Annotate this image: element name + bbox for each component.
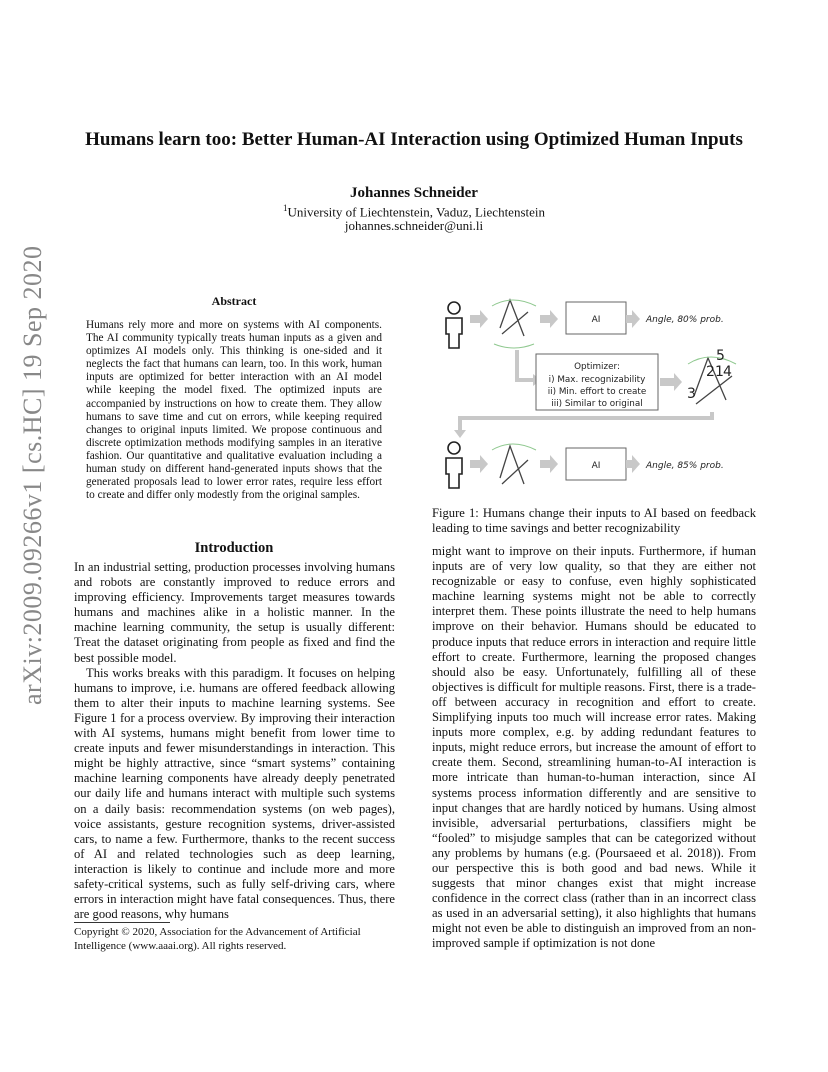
affiliation-superscript: 1 [282,203,288,213]
introduction-right-column [432,544,756,952]
arrow-icon [540,310,558,328]
arrow-icon [470,455,488,473]
ai-label-top: AI [591,315,601,325]
sketch-icon-top [492,300,536,348]
step-number: 5 [716,348,725,364]
author-email: johannes.schneider@uni.li [344,218,484,233]
introduction-left-column [74,560,395,922]
footnote-rule [74,922,170,923]
arrow-icon [540,455,558,473]
abstract-text: Humans rely more and more on systems with AI components. The AI community typically treats human inputs as a given and optimizes AI models only. This thinking is one-sided and it neglects the fact that humans can learn, too. In this work, human inputs are optimized for better interaction with an AI model while keeping the model fixed. The optimized inputs are accompanied by instructions on how to create them. They allow humans to save time and cut on errors, while keeping required changes to original inputs limited. We propose continuous and discrete optimization methods modifying samples in an iterative fashion. Our quantitative and qualitative evaluation including a human study on different hand-generated inputs shows that the generated proposals lead to lower error rates, require less effort to create and differ only modestly from the original samples. [86,319,382,502]
author-name: Johannes Schneider [350,185,478,201]
figure-caption: Figure 1: Humans change their inputs to AI based on feedback leading to time savings and better recognizability [432,506,756,536]
intro-paragraph-2: This works breaks with this paradigm. It focuses on helping humans to improve, i.e. humans are offered feedback allowing them to alter their inputs to machine learning systems. See Figure 1 for a process overview. By improving their interaction with AI systems, humans might benefit from lower time to create inputs and fewer misunderstandings in interaction. This might be highly attractive, since “smart systems” containing machine learning components have already deeply penetrated our daily life and humans interact with multiple such systems on a daily basis: recommendation systems (on web pages), voice assistants, gesture recognition systems, driver-assisted cars, to name a few. Furthermore, thanks to the recent success of AI and related technologies such as deep learning, interaction is likely to continue and include more and more safety-critical systems, such as fully self-driving cars, where errors in interaction might have fatal consequences. Thus, there are good reasons, why humans [74,665,395,922]
ai-label-bottom: AI [591,461,601,471]
abstract-heading: Abstract [211,294,257,308]
arrow-icon [470,310,488,328]
step-number: 3 [687,386,696,402]
arrow-icon [626,455,640,473]
paper-title: Humans learn too: Better Human-AI Interaction using Optimized Human Inputs [85,129,743,150]
arrow-icon [660,373,682,391]
affiliation-text: University of Liechtenstein, Vaduz, Liechtenstein [287,204,546,220]
step-number: 4 [723,364,732,380]
result-label-bottom: Angle, 85% prob. [646,461,724,471]
step-number: 1 [715,364,724,380]
copyright-footnote: Copyright © 2020, Association for the Advancement of Artificial Intelligence (www.aaai.org). All rights reserved. [74,926,361,952]
arrow-icon [626,310,640,328]
intro-paragraph-1: In an industrial setting, production processes involving humans and robots are constantly improved to reduce errors and improving efficiency. Improvements target measures towards humans and machines alike in a holistic manner. In the machine learning community, the setup is usually different: Treat the dataset originating from people as fixed and find the best possible model. [74,560,395,665]
figure-1 [432,288,762,498]
person-icon-bottom [446,442,462,488]
intro-paragraph-continued: might want to improve on their inputs. Furthermore, if human inputs are of very low quality, so that they are either not recognizable or easy to confuse, even highly sophisticated machine learning systems might not be able to correctly interpret them. These points illustrate the need to help humans improve on their behavior. Humans should be educated to produce inputs that reduce errors in interaction and require little effort to create. Furthermore, learning the proposed changes should also be easy. Unfortunately, fulfilling all of these objectives is difficult for multiple reasons. First, there is a trade-off between accuracy in recognition and effort to create. Simplifying inputs too much will increase error rates. Making inputs more complex, e.g. by adding redundant features to inputs, might reduce errors, but increase the amount of effort to create them. Second, streamlining human-to-AI interaction is more intricate than human-to-human interaction, since AI systems process information differently and are sensitive to input changes that are hardly noticed by humans. Using almost invisible, adversarial perturbations, classifiers might be “fooled” to misjudge samples that can be categorized without any problems by humans (e.g. (Poursaeed et al. 2018)). From our perspective this is both good and bad news. While it suggests that minor changes exist that might increase confidence in the correct class (rather than in an incorrect class as used in an adversarial setting), it also highlights that humans might not even be able to distinguish an improved from an non-improved sample if optimization is not done [432,544,756,951]
step-number: 2 [706,364,715,380]
arxiv-stamp: arXiv:2009.09266v1 [cs.HC] 19 Sep 2020 [18,245,47,705]
optimizer-item: i) Max. recognizability [548,375,646,385]
optimizer-title: Optimizer: [574,362,620,372]
sketch-icon-bottom [492,444,536,484]
introduction-heading: Introduction [194,540,274,556]
optimizer-item: iii) Similar to original [551,399,643,409]
result-label-top: Angle, 80% prob. [646,315,724,325]
person-icon-top [446,302,462,348]
optimizer-item: ii) Min. effort to create [547,387,647,397]
